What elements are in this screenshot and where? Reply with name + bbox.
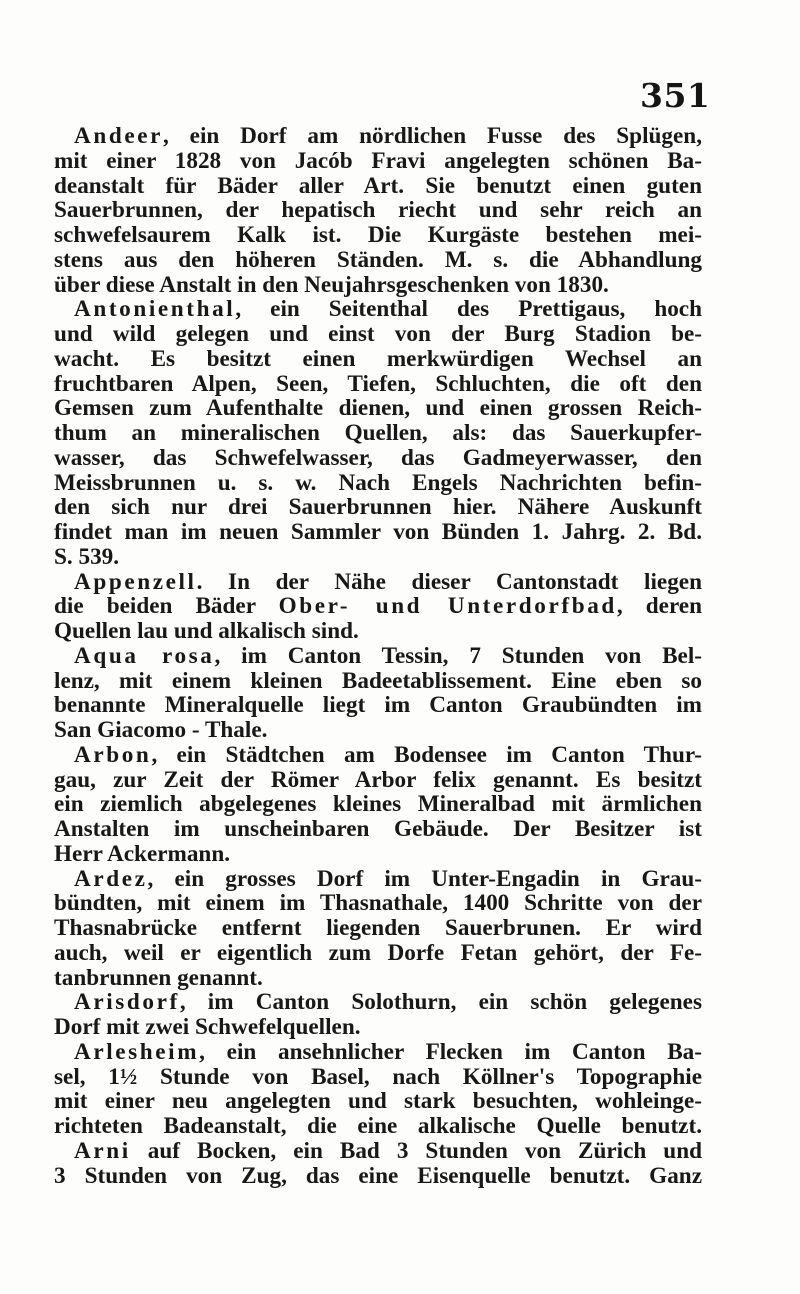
text-line xyxy=(54,223,702,248)
line-text: , im Canton Solothurn, ein schön gelegenes xyxy=(179,989,702,1016)
text-line xyxy=(54,867,702,892)
text-line xyxy=(54,743,702,768)
line-tail: , deren xyxy=(616,593,702,620)
line-text: 3 Stunden von Zug, das eine Eisenquelle benutzt. Ganz xyxy=(54,1162,702,1189)
entry-headword: Arisdorf xyxy=(74,989,180,1016)
text-line xyxy=(54,842,702,867)
text-line xyxy=(54,124,702,149)
text-line xyxy=(54,446,702,471)
text-line xyxy=(54,1065,702,1090)
text-line xyxy=(54,174,702,199)
entry-headword: Antonienthal xyxy=(74,296,236,323)
line-text: Thasnabrücke entfernt liegenden Sauerbrunen. Er wird xyxy=(54,915,702,941)
text-line xyxy=(54,966,702,991)
page-number: 351 xyxy=(640,76,711,115)
line-text: Anstalten im unscheinbaren Gebäude. Der Besitzer ist xyxy=(54,816,702,842)
line-text: Quellen lau und alkalisch sind. xyxy=(54,618,359,644)
line-text: thum an mineralischen Quellen, als: das Sauerkupfer- xyxy=(54,420,702,446)
text-line xyxy=(54,990,702,1015)
text-line xyxy=(54,322,702,347)
text-line xyxy=(54,619,702,644)
line-text: gau, zur Zeit der Römer Arbor felix genannt. Es besitzt xyxy=(54,766,702,793)
line-text: . In der Nähe dieser Cantonstadt liegen xyxy=(196,568,702,595)
line-text: Dorf mit zwei Schwefelquellen. xyxy=(54,1014,361,1040)
line-text: mit einer neu angelegten und stark besuchten, wohleinge- xyxy=(54,1088,702,1115)
line-text: , ein Dorf am nördlichen Fusse des Splügen, xyxy=(163,123,702,149)
line-text: , ein grosses Dorf im Unter-Engadin in Grau- xyxy=(147,865,702,892)
line-text: stens aus den höheren Ständen. M. s. die Abhandlung xyxy=(54,246,702,273)
line-text: San Giacomo - Thale. xyxy=(54,717,268,743)
entry-headword: Arlesheim xyxy=(74,1038,200,1065)
line-text: S. 539. xyxy=(54,543,120,570)
text-line xyxy=(54,396,702,421)
text-line xyxy=(54,817,702,842)
line-text: wasser, das Schwefelwasser, das Gadmeyerwasser, den xyxy=(54,444,702,471)
entry-headword: Ardez xyxy=(74,865,148,892)
line-text: Meissbrunnen u. s. w. Nach Engels Nachrichten befin- xyxy=(54,469,702,496)
entry-headword: Aqua rosa xyxy=(74,642,215,669)
line-text: benannte Mineralquelle liegt im Canton Graubündten im xyxy=(54,692,702,719)
line-text: auf Bocken, ein Bad 3 Stunden von Zürich und xyxy=(130,1137,702,1164)
text-line xyxy=(54,669,702,694)
line-text: lenz, mit einem kleinen Badeetablissement. Eine eben so xyxy=(54,667,702,694)
entry-headword: Andeer xyxy=(74,123,164,149)
text-line xyxy=(54,1164,702,1189)
line-text: schwefelsaurem Kalk ist. Die Kurgäste bestehen mei- xyxy=(54,222,702,248)
line-text: auch, weil er eigentlich zum Dorfe Fetan gehört, der Fe- xyxy=(54,939,702,966)
text-line xyxy=(54,1089,702,1114)
entry-headword: Arbon xyxy=(74,741,152,768)
line-text: Sauerbrunnen, der hepatisch riecht und sehr reich an xyxy=(54,197,702,224)
line-text: wacht. Es besitzt einen merkwürdigen Wechsel an xyxy=(54,345,702,372)
line-text: deanstalt für Bäder aller Art. Sie benutzt einen guten xyxy=(54,172,702,199)
text-line xyxy=(54,1114,702,1139)
text-line xyxy=(54,149,702,174)
text-line xyxy=(54,198,702,223)
text-line xyxy=(54,1040,702,1065)
line-text: die beiden Bäder xyxy=(54,593,279,620)
line-text: ein ziemlich abgelegenes kleines Mineralbad mit ärmlichen xyxy=(54,791,702,818)
text-line xyxy=(54,570,702,595)
line-text: den sich nur drei Sauerbrunnen hier. Nähere Auskunft xyxy=(54,494,702,521)
line-text: , ein Seitenthal des Prettigaus, hoch xyxy=(235,296,702,323)
text-line xyxy=(54,347,702,372)
line-text: sel, 1½ Stunde von Basel, nach Köllner's Topographie xyxy=(54,1063,702,1090)
entry-headword: Arni xyxy=(74,1137,131,1164)
text-line xyxy=(54,693,702,718)
text-line xyxy=(54,273,702,298)
text-line xyxy=(54,545,702,570)
text-line xyxy=(54,421,702,446)
line-text: , ein Städtchen am Bodensee im Canton Thur- xyxy=(151,741,702,768)
text-line xyxy=(54,792,702,817)
text-line xyxy=(54,1139,702,1164)
text-line xyxy=(54,941,702,966)
text-line xyxy=(54,1015,702,1040)
line-text: Herr Ackermann. xyxy=(54,840,231,867)
text-line xyxy=(54,891,702,916)
line-text: , ein ansehnlicher Flecken im Canton Ba- xyxy=(199,1038,702,1065)
line-text: über diese Anstalt in den Neujahrsgeschenken von 1830. xyxy=(54,271,609,298)
text-line xyxy=(54,372,702,397)
line-text: bündten, mit einem im Thasnathale, 1400 Schritte von der xyxy=(54,890,702,917)
line-text: mit einer 1828 von Jacób Fravi angelegten schönen Ba- xyxy=(54,147,702,174)
text-line xyxy=(54,768,702,793)
text-line xyxy=(54,718,702,743)
entry-headword: Appenzell xyxy=(74,568,197,595)
line-text: richteten Badeanstalt, die eine alkalische Quelle benutzt. xyxy=(54,1113,702,1139)
line-text: fruchtbaren Alpen, Seen, Tiefen, Schluchten, die oft den xyxy=(54,370,702,397)
text-line xyxy=(54,644,702,669)
text-line xyxy=(54,916,702,941)
line-text: tanbrunnen genannt. xyxy=(54,964,263,991)
line-text: findet man im neuen Sammler von Bünden 1. Jahrg. 2. Bd. xyxy=(54,519,702,545)
body-text xyxy=(54,124,702,1188)
text-line xyxy=(54,248,702,273)
text-line xyxy=(54,297,702,322)
line-text: Gemsen zum Aufenthalte dienen, und einen grossen Reich- xyxy=(54,395,702,422)
text-line xyxy=(54,594,702,619)
line-text: , im Canton Tessin, 7 Stunden von Bel- xyxy=(214,642,702,669)
text-line xyxy=(54,520,702,545)
spaced-term: Ober- und Unterdorfbad xyxy=(278,593,617,620)
line-text: und wild gelegen und einst von der Burg Stadion be- xyxy=(54,321,702,347)
text-line xyxy=(54,495,702,520)
text-line xyxy=(54,471,702,496)
